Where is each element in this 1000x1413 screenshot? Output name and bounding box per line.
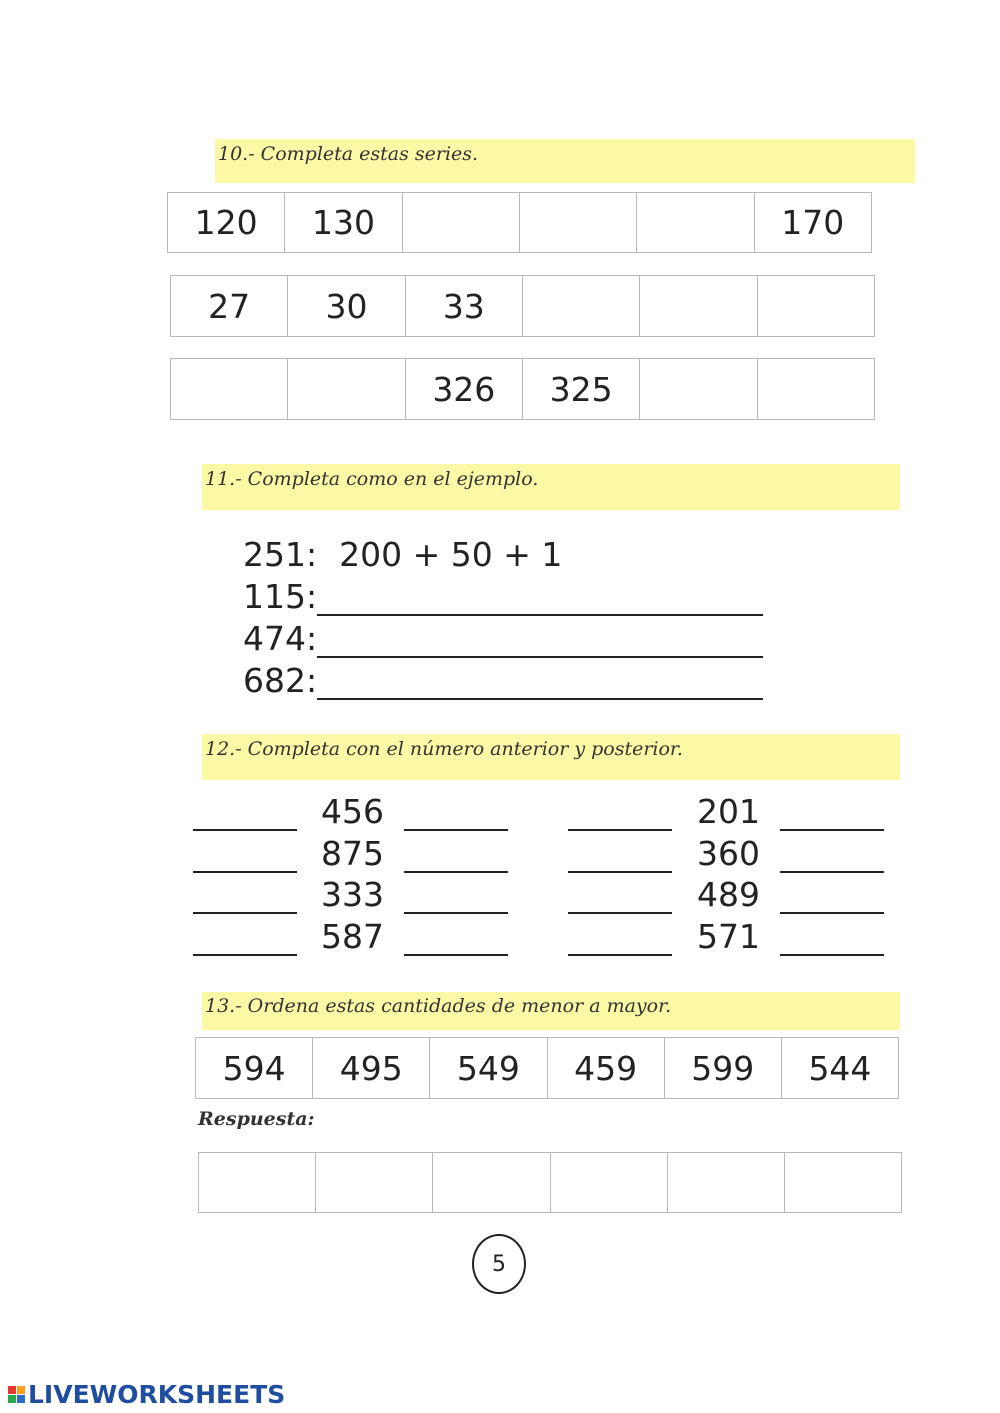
series-row-1 <box>167 192 872 253</box>
previous-number-blank[interactable] <box>193 829 297 831</box>
next-number-blank[interactable] <box>780 829 884 831</box>
given-number: 333 <box>321 875 384 914</box>
series-answer-input[interactable] <box>527 281 636 331</box>
answer-input[interactable] <box>672 1158 781 1207</box>
logo-mark-icon <box>8 1386 25 1403</box>
series-answer-input[interactable] <box>644 281 753 331</box>
next-number-blank[interactable] <box>404 871 508 873</box>
exercise-12-title: 12.- Completa con el número anterior y posterior. <box>202 734 900 780</box>
decompose-row <box>243 658 763 700</box>
exercise-10-title: 10.- Completa estas series. <box>215 139 915 183</box>
answer-cell[interactable] <box>433 1153 550 1212</box>
answer-cell[interactable] <box>199 1153 316 1212</box>
series-cell: 326 <box>406 359 523 419</box>
answer-line[interactable] <box>317 668 763 700</box>
given-number: 571 <box>697 917 760 956</box>
previous-number-blank[interactable] <box>193 912 297 914</box>
exercise-11-title: 11.- Completa como en el ejemplo. <box>202 464 900 510</box>
answer-row <box>198 1152 902 1213</box>
answer-input[interactable] <box>554 1158 663 1207</box>
answer-label: Respuesta: <box>198 1108 315 1130</box>
quantity-cell: 459 <box>548 1038 665 1098</box>
previous-number-blank[interactable] <box>193 871 297 873</box>
series-cell: 27 <box>171 276 288 336</box>
series-cell: 120 <box>168 193 285 252</box>
series-cell: 170 <box>755 193 871 252</box>
series-answer-cell[interactable] <box>403 193 520 252</box>
series-cell: 325 <box>523 359 640 419</box>
series-answer-input[interactable] <box>292 364 401 414</box>
previous-number-blank[interactable] <box>193 954 297 956</box>
answer-input[interactable] <box>437 1158 546 1207</box>
decompose-row <box>243 616 763 658</box>
previous-number-blank[interactable] <box>568 829 672 831</box>
series-answer-input[interactable] <box>641 198 750 247</box>
given-number: 360 <box>697 834 760 873</box>
answer-cell[interactable] <box>316 1153 433 1212</box>
given-number: 456 <box>321 792 384 831</box>
next-number-blank[interactable] <box>780 954 884 956</box>
example-row <box>243 532 562 574</box>
given-number: 201 <box>697 792 760 831</box>
series-answer-cell[interactable] <box>758 359 874 419</box>
brand-name: LIVEWORKSHEETS <box>28 1380 286 1409</box>
series-row-3 <box>170 358 875 420</box>
series-answer-input[interactable] <box>761 364 870 414</box>
series-answer-cell[interactable] <box>640 276 757 336</box>
previous-number-blank[interactable] <box>568 912 672 914</box>
series-cell: 33 <box>406 276 523 336</box>
series-answer-input[interactable] <box>524 198 633 247</box>
series-cell: 130 <box>285 193 402 252</box>
answer-cell[interactable] <box>668 1153 785 1212</box>
quantity-cell: 495 <box>313 1038 430 1098</box>
series-answer-input[interactable] <box>175 364 284 414</box>
quantity-cell: 599 <box>665 1038 782 1098</box>
next-number-blank[interactable] <box>404 829 508 831</box>
series-answer-cell[interactable] <box>640 359 757 419</box>
series-answer-cell[interactable] <box>523 276 640 336</box>
series-answer-input[interactable] <box>761 281 870 331</box>
previous-number-blank[interactable] <box>568 871 672 873</box>
series-row-2 <box>170 275 875 337</box>
series-answer-cell[interactable] <box>758 276 874 336</box>
next-number-blank[interactable] <box>780 871 884 873</box>
example-decomposition: 200 + 50 + 1 <box>339 535 563 574</box>
next-number-blank[interactable] <box>404 912 508 914</box>
series-answer-cell[interactable] <box>637 193 754 252</box>
answer-line[interactable] <box>317 584 763 616</box>
series-answer-cell[interactable] <box>288 359 405 419</box>
given-number: 875 <box>321 834 384 873</box>
given-number: 489 <box>697 875 760 914</box>
quantity-cell: 594 <box>196 1038 313 1098</box>
answer-input[interactable] <box>320 1158 429 1207</box>
decompose-number: 115: <box>243 577 318 616</box>
series-answer-cell[interactable] <box>171 359 288 419</box>
answer-input[interactable] <box>789 1158 898 1207</box>
next-number-blank[interactable] <box>780 912 884 914</box>
given-number: 587 <box>321 917 384 956</box>
quantity-cell: 549 <box>430 1038 547 1098</box>
series-answer-cell[interactable] <box>520 193 637 252</box>
answer-input[interactable] <box>203 1158 312 1207</box>
decompose-number: 682: <box>243 661 318 700</box>
previous-number-blank[interactable] <box>568 954 672 956</box>
series-cell: 30 <box>288 276 405 336</box>
answer-cell[interactable] <box>785 1153 901 1212</box>
page-number: 5 <box>472 1234 526 1294</box>
answer-cell[interactable] <box>551 1153 668 1212</box>
example-number: 251: <box>243 535 318 574</box>
liveworksheets-logo <box>8 1380 285 1409</box>
decompose-number: 474: <box>243 619 318 658</box>
quantity-cell: 544 <box>782 1038 898 1098</box>
answer-line[interactable] <box>317 626 763 658</box>
exercise-13-title: 13.- Ordena estas cantidades de menor a mayor. <box>202 992 900 1030</box>
series-answer-input[interactable] <box>406 198 515 247</box>
numbers-to-order <box>195 1037 899 1099</box>
next-number-blank[interactable] <box>404 954 508 956</box>
series-answer-input[interactable] <box>644 364 753 414</box>
decompose-row <box>243 574 763 616</box>
